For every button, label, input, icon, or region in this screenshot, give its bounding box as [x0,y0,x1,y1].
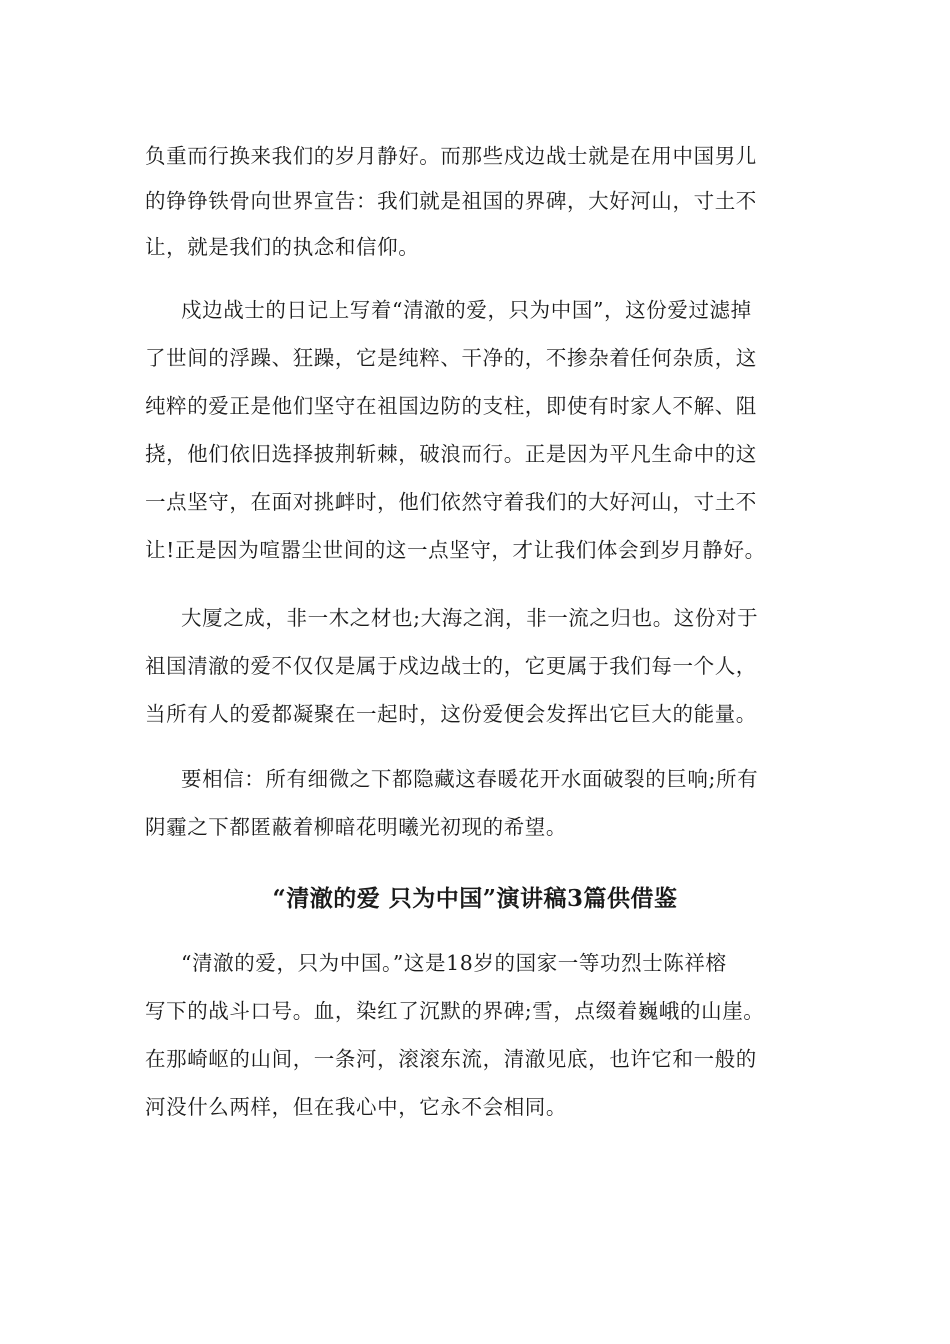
paragraph-line: 大厦之成，非一木之材也;大海之润，非一流之归也。这份对于 [181,606,759,630]
paragraph-line: 戍边战士的日记上写着“清澈的爱，只为中国”，这份爱过滤掉 [181,298,752,322]
paragraph-line: 阴霾之下都匿蔽着柳暗花明曦光初现的希望。 [145,815,567,839]
paragraph-line: 纯粹的爱正是他们坚守在祖国边防的支柱，即使有时家人不解、阻 [145,394,757,418]
paragraph-line: 了世间的浮躁、狂躁，它是纯粹、干净的，不掺杂着任何杂质，这 [145,346,757,370]
paragraph-line: 在那崎岖的山间，一条河，滚滚东流，清澈见底，也许它和一般的 [145,1047,757,1071]
paragraph-line: 祖国清澈的爱不仅仅是属于戍边战士的，它更属于我们每一个人， [145,654,757,678]
section-heading: “清澈的爱 只为中国”演讲稿3篇供借鉴 [272,885,678,912]
paragraph-line: 一点坚守，在面对挑衅时，他们依然守着我们的大好河山，寸土不 [145,490,757,514]
paragraph-line: 的铮铮铁骨向世界宣告：我们就是祖国的界碑，大好河山，寸土不 [145,189,757,213]
paragraph-line: 要相信：所有细微之下都隐藏这春暖花开水面破裂的巨响;所有 [181,767,759,791]
paragraph-line: 河没什么两样，但在我心中，它永不会相同。 [145,1095,567,1119]
paragraph-line: 让!正是因为喧嚣尘世间的这一点坚守，才让我们体会到岁月静好。 [145,538,766,562]
paragraph-line: “清澈的爱，只为中国。”这是18岁的国家一等功烈士陈祥榕 [181,951,727,975]
paragraph-line: 挠，他们依旧选择披荆斩棘，破浪而行。正是因为平凡生命中的这 [145,442,757,466]
paragraph-line: 让，就是我们的执念和信仰。 [145,235,420,259]
paragraph-line: 负重而行换来我们的岁月静好。而那些戍边战士就是在用中国男儿 [145,144,757,168]
paragraph-line: 当所有人的爱都凝聚在一起时，这份爱便会发挥出它巨大的能量。 [145,702,757,726]
paragraph-line: 写下的战斗口号。血，染红了沉默的界碑;雪，点缀着巍峨的山崖。 [145,999,765,1023]
